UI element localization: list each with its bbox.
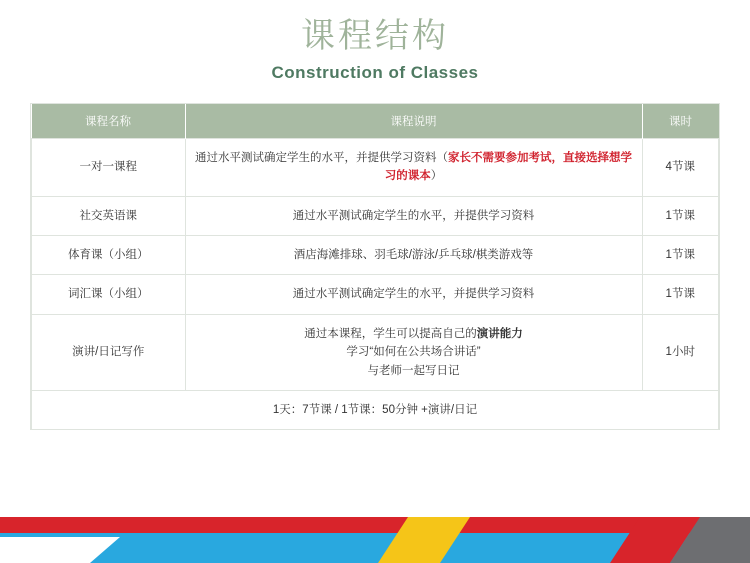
table-row <box>32 196 719 235</box>
bottom-decoration <box>0 493 750 563</box>
cell-course-name: 演讲/日记写作 <box>32 314 186 390</box>
description-highlight: 家长不需要参加考试，直接选择想学习的课本 <box>384 151 632 183</box>
cell-course-description: 酒店海滩排球、羽毛球/游泳/乒乓球/棋类游戏等 <box>185 235 642 274</box>
table-row <box>32 275 719 314</box>
cell-course-description <box>185 314 642 390</box>
cell-course-description: 通过水平测试确定学生的水平，并提供学习资料 <box>185 275 642 314</box>
table-footer-row <box>32 390 719 429</box>
page-title: 课程结构 <box>301 17 449 55</box>
cell-course-name: 社交英语课 <box>32 196 186 235</box>
cell-course-hours: 1小时 <box>642 314 719 390</box>
column-header-description: 课程说明 <box>185 104 642 139</box>
cell-course-hours: 1节课 <box>642 235 719 274</box>
description-line-3: 与老师一起写日记 <box>367 364 460 377</box>
table-header-row <box>32 104 719 139</box>
course-table <box>31 104 719 431</box>
table-body <box>32 138 719 430</box>
table-footer-note: 1天：7节课 / 1节课：50分钟 +演讲/日记 <box>32 390 719 429</box>
description-line-1 <box>192 325 636 343</box>
cell-course-description <box>185 138 642 196</box>
cell-course-name: 一对一课程 <box>32 138 186 196</box>
course-table-container <box>30 103 720 431</box>
cell-course-hours: 1节课 <box>642 196 719 235</box>
cell-course-hours: 4节课 <box>642 138 719 196</box>
table-row <box>32 235 719 274</box>
deco-white-top <box>0 493 750 517</box>
cell-course-description: 通过水平测试确定学生的水平，并提供学习资料 <box>185 196 642 235</box>
description-text: 通过本课程，学生可以提高自己的 <box>304 327 477 340</box>
cell-course-name: 词汇课（小组） <box>32 275 186 314</box>
title-block <box>0 0 750 83</box>
table-head <box>32 104 719 139</box>
description-emphasis: 演讲能力 <box>476 327 523 340</box>
description-tail: ） <box>430 170 443 183</box>
cell-course-name: 体育课（小组） <box>32 235 186 274</box>
column-header-name: 课程名称 <box>32 104 186 139</box>
description-text: 通过水平测试确定学生的水平，并提供学习资料（ <box>195 151 448 164</box>
description-line-2: 学习“如何在公共场合讲话” <box>346 346 481 359</box>
column-header-hours: 课时 <box>642 104 719 139</box>
table-row <box>32 314 719 390</box>
table-row <box>32 138 719 196</box>
cell-course-hours: 1节课 <box>642 275 719 314</box>
page-subtitle: Construction of Classes <box>271 62 479 82</box>
